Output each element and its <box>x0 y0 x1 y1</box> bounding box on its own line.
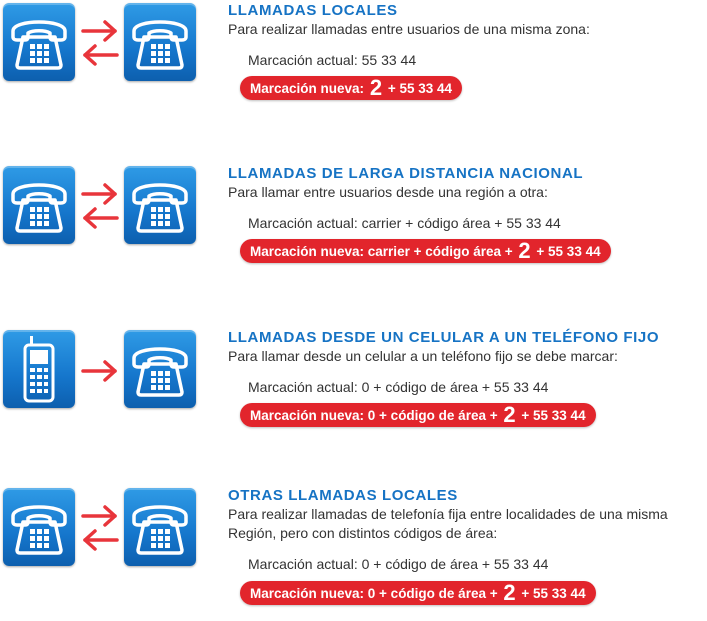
new-dialing-suffix: + 55 33 44 <box>521 408 586 423</box>
section-description: Para realizar llamadas entre usuarios de una misma zona: <box>228 21 590 37</box>
new-dialing-badge <box>240 403 596 427</box>
new-dialing-prefix: Marcación nueva: <box>250 81 365 96</box>
new-dialing-digit: 2 <box>503 580 516 605</box>
section-text <box>228 2 703 100</box>
new-dialing-suffix: + 55 33 44 <box>521 586 586 601</box>
section-title: LLAMADAS DE LARGA DISTANCIA NACIONAL <box>228 165 584 182</box>
section-text <box>228 487 703 605</box>
current-dialing: Marcación actual: carrier + código área + 55 33 44 <box>248 215 561 231</box>
new-dialing-suffix: + 55 33 44 <box>387 81 453 96</box>
new-dialing-badge <box>240 581 596 605</box>
double-arrow-icon <box>80 502 120 552</box>
double-arrow-icon <box>80 180 120 230</box>
current-dialing: Marcación actual: 0 + código de área + 55 33 44 <box>248 379 549 395</box>
new-dialing-badge <box>240 239 611 263</box>
phone-icon <box>3 488 75 566</box>
new-dialing-prefix: Marcación nueva: carrier + código área + <box>250 244 513 259</box>
phone-icon <box>3 166 75 244</box>
phone-icon <box>124 488 196 566</box>
section-text <box>228 329 703 427</box>
new-dialing-prefix: Marcación nueva: 0 + código de área + <box>250 586 498 601</box>
current-dialing: Marcación actual: 55 33 44 <box>248 52 417 68</box>
new-dialing-digit: 2 <box>503 402 516 427</box>
phone-icon <box>124 330 196 408</box>
arrow-right-icon <box>80 344 120 394</box>
section-title: LLAMADAS DESDE UN CELULAR A UN TELÉFONO FIJO <box>228 329 660 346</box>
section-title: LLAMADAS LOCALES <box>228 2 398 19</box>
double-arrow-icon <box>80 17 120 67</box>
icon-group <box>0 330 210 420</box>
new-dialing-prefix: Marcación nueva: 0 + código de área + <box>250 408 498 423</box>
phone-icon <box>124 166 196 244</box>
icon-group <box>0 488 210 578</box>
section-description: Para llamar entre usuarios desde una región a otra: <box>228 184 548 200</box>
section-description: Para realizar llamadas de telefonía fija entre localidades de una misma Región, pero con distintos códigos de área: <box>228 506 668 541</box>
current-dialing: Marcación actual: 0 + código de área + 55 33 44 <box>248 556 549 572</box>
mobile-phone-icon <box>3 330 75 408</box>
new-dialing-badge <box>240 76 462 100</box>
section-text <box>228 165 703 263</box>
icon-group <box>0 3 210 93</box>
new-dialing-suffix: + 55 33 44 <box>536 244 601 259</box>
new-dialing-digit: 2 <box>369 75 383 100</box>
phone-icon <box>124 3 196 81</box>
section-description: Para llamar desde un celular a un teléfono fijo se debe marcar: <box>228 348 618 364</box>
icon-group <box>0 166 210 256</box>
section-title: OTRAS LLAMADAS LOCALES <box>228 487 458 504</box>
phone-icon <box>3 3 75 81</box>
new-dialing-digit: 2 <box>518 238 531 263</box>
